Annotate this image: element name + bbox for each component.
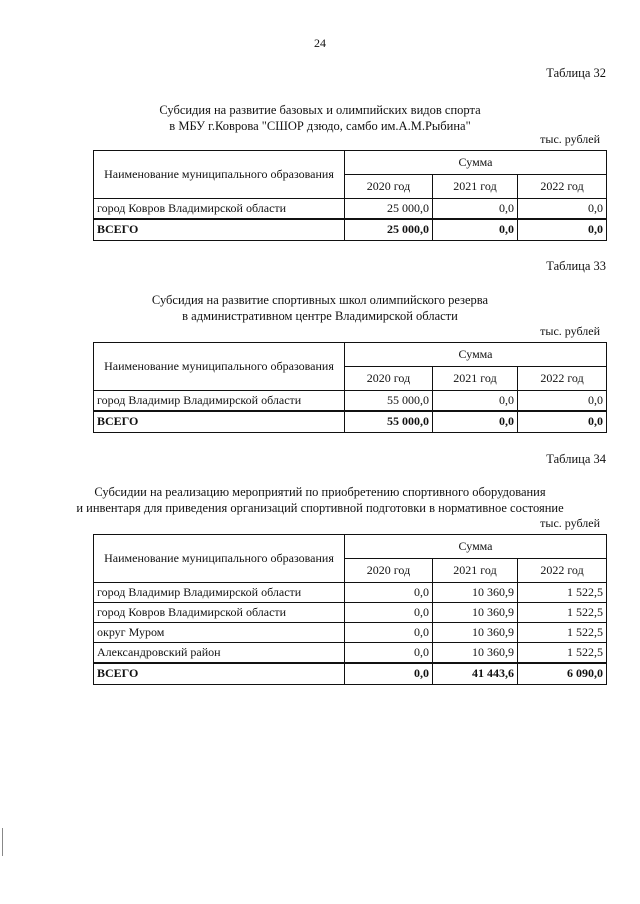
value-2021: 10 360,9: [433, 603, 518, 623]
year-2020-header: 2020 год: [345, 367, 433, 391]
total-2020: 25 000,0: [345, 219, 433, 241]
value-2022: 1 522,5: [518, 623, 607, 643]
total-2021: 0,0: [433, 219, 518, 241]
value-2020: 0,0: [345, 623, 433, 643]
scan-margin-mark: [2, 828, 3, 856]
total-2020: 55 000,0: [345, 411, 433, 433]
sum-column-header: Сумма: [345, 343, 607, 367]
name-column-header: Наименование муниципального образования: [94, 343, 345, 391]
row-name: город Ковров Владимирской области: [94, 199, 345, 219]
table-row: [94, 583, 607, 603]
value-2020: 25 000,0: [345, 199, 433, 219]
row-name: округ Муром: [94, 623, 345, 643]
row-name: город Ковров Владимирской области: [94, 603, 345, 623]
value-2021: 10 360,9: [433, 643, 518, 663]
year-2021-header: 2021 год: [433, 559, 518, 583]
value-2020: 55 000,0: [345, 391, 433, 411]
row-name: город Владимир Владимирской области: [94, 583, 345, 603]
year-2020-header: 2020 год: [345, 175, 433, 199]
value-2022: 1 522,5: [518, 643, 607, 663]
table-33-label: Таблица 33: [546, 259, 606, 273]
value-2021: 10 360,9: [433, 623, 518, 643]
table-32: [93, 150, 607, 241]
value-2020: 0,0: [345, 583, 433, 603]
year-2022-header: 2022 год: [518, 367, 607, 391]
table-32-label: Таблица 32: [546, 66, 606, 80]
total-label: ВСЕГО: [94, 663, 345, 685]
year-2020-header: 2020 год: [345, 559, 433, 583]
table-32-title: [60, 102, 580, 134]
value-2021: 0,0: [433, 199, 518, 219]
name-column-header: Наименование муниципального образования: [94, 151, 345, 199]
value-2022: 0,0: [518, 199, 607, 219]
table-32-units: тыс. рублей: [540, 132, 600, 146]
table-33-title-line-1: Субсидия на развитие спортивных школ олимпийского резерва: [151, 293, 489, 307]
table-34: [93, 534, 607, 685]
value-2022: 0,0: [518, 391, 607, 411]
total-2021: 41 443,6: [433, 663, 518, 685]
table-34-units: тыс. рублей: [540, 516, 600, 530]
table-34-title-line-1: Субсидии на реализацию мероприятий по приобретению спортивного оборудования: [94, 485, 546, 499]
table-34-label: Таблица 34: [546, 452, 606, 466]
sum-column-header: Сумма: [345, 535, 607, 559]
total-row: [94, 219, 607, 241]
value-2020: 0,0: [345, 603, 433, 623]
total-label: ВСЕГО: [94, 411, 345, 433]
table-34-title-line-2: и инвентаря для приведения организаций спортивной подготовки в нормативное состояние: [76, 501, 564, 515]
total-row: [94, 411, 607, 433]
value-2020: 0,0: [345, 643, 433, 663]
value-2021: 0,0: [433, 391, 518, 411]
total-row: [94, 663, 607, 685]
table-row: [94, 603, 607, 623]
table-33-title: [60, 292, 580, 324]
total-2020: 0,0: [345, 663, 433, 685]
name-column-header: Наименование муниципального образования: [94, 535, 345, 583]
table-33: [93, 342, 607, 433]
table-33-title-line-2: в административном центре Владимирской области: [182, 309, 458, 323]
year-2021-header: 2021 год: [433, 367, 518, 391]
table-row: [94, 199, 607, 219]
table-32-title-line-1: Субсидия на развитие базовых и олимпийских видов спорта: [159, 103, 481, 117]
total-2022: 6 090,0: [518, 663, 607, 685]
total-2022: 0,0: [518, 219, 607, 241]
value-2022: 1 522,5: [518, 583, 607, 603]
table-row: [94, 391, 607, 411]
table-32-title-line-2: в МБУ г.Коврова "СШОР дзюдо, самбо им.А.М.Рыбина": [169, 119, 471, 133]
total-2021: 0,0: [433, 411, 518, 433]
row-name: город Владимир Владимирской области: [94, 391, 345, 411]
total-2022: 0,0: [518, 411, 607, 433]
table-row: [94, 623, 607, 643]
value-2021: 10 360,9: [433, 583, 518, 603]
year-2022-header: 2022 год: [518, 175, 607, 199]
total-label: ВСЕГО: [94, 219, 345, 241]
table-33-units: тыс. рублей: [540, 324, 600, 338]
row-name: Александровский район: [94, 643, 345, 663]
table-34-title: [40, 484, 600, 516]
page-number: 24: [314, 36, 326, 50]
sum-column-header: Сумма: [345, 151, 607, 175]
table-row: [94, 643, 607, 663]
value-2022: 1 522,5: [518, 603, 607, 623]
year-2022-header: 2022 год: [518, 559, 607, 583]
year-2021-header: 2021 год: [433, 175, 518, 199]
